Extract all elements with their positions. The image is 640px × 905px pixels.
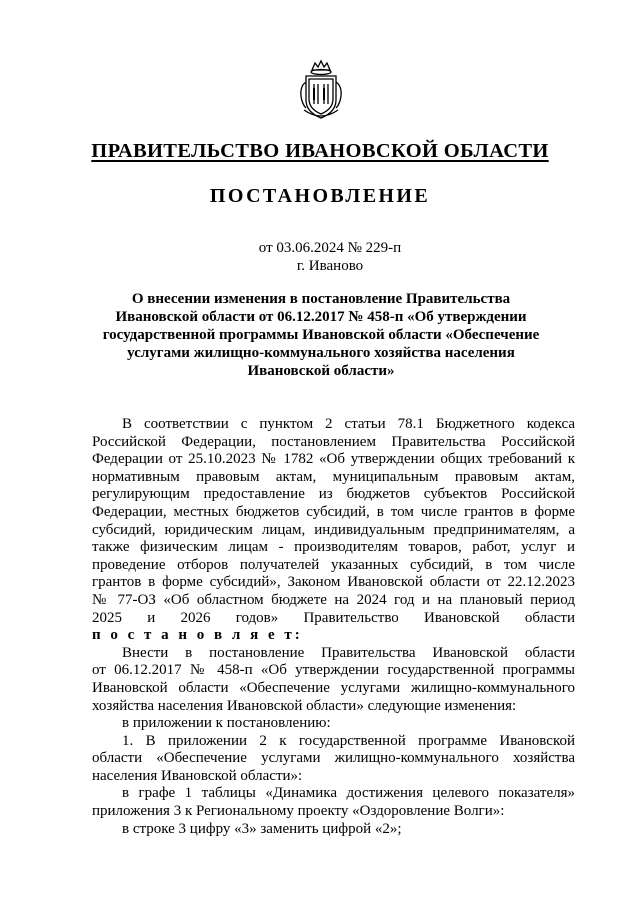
body-line: В соответствии с пунктом 2 статьи 78.1 Бюджетного кодекса: [122, 416, 575, 432]
subject-line: Ивановской области от 06.12.2017 № 458-п «Об утверждении: [115, 309, 527, 325]
government-title: ПРАВИТЕЛЬСТВО ИВАНОВСКОЙ ОБЛАСТИ: [91, 140, 549, 162]
body-line: проведение отборов получателей указанных субсидий, в том числе: [92, 556, 575, 573]
document-body: [92, 416, 575, 838]
coat-of-arms-icon: [298, 58, 344, 122]
subject-line: услугами жилищно-коммунального хозяйства населения: [127, 345, 515, 361]
body-line: субсидий, юридическим лицам, индивидуальным предпринимателям, а: [92, 521, 575, 538]
subject-line: О внесении изменения в постановление Правительства: [131, 291, 511, 307]
body-line: приложения 3 к Региональному проекту «Оздоровление Волги»:: [92, 803, 505, 820]
body-line: регулирующим предоставление из бюджетов субъектов Российской: [92, 486, 575, 503]
subject-line: государственной программы Ивановской области «Обеспечение: [102, 327, 540, 343]
body-line: Федерации от 25.10.2023 № 1782 «Об утверждении общих требований к: [92, 451, 575, 468]
body-line: Ивановской области «Обеспечение услугами жилищно-коммунального: [92, 679, 575, 696]
body-line: в графе 1 таблицы «Динамика достижения целевого показателя»: [122, 785, 575, 802]
body-line: от 06.12.2017 № 458-п «Об утверждении государственной программы: [92, 662, 575, 679]
body-line: хозяйства населения Ивановской области» следующие изменения:: [92, 697, 517, 714]
body-line: Российской Федерации, постановлением Правительства Российской: [92, 433, 575, 450]
document-type: ПОСТАНОВЛЕНИЕ: [209, 185, 431, 207]
body-line: Федерации, местных бюджетов субсидий, в том числе грантов в форме: [92, 503, 575, 520]
document-subject: [96, 290, 546, 380]
body-line: нормативным правовым актам, муниципальным правовым актам,: [92, 468, 575, 485]
body-line: в строке 3 цифру «3» заменить цифрой «2»;: [122, 820, 402, 837]
body-line: также физическим лицам - производителям товаров, работ, услуг и: [92, 539, 575, 556]
body-line: № 77-ОЗ «Об областном бюджете на 2024 год и на плановый период: [92, 591, 575, 608]
subject-line: Ивановской области»: [247, 363, 395, 379]
city: г. Иваново: [296, 258, 364, 274]
body-line: населения Ивановской области»:: [92, 767, 303, 784]
body-line: 2025 и 2026 годов» Правительство Ивановской области: [92, 609, 575, 626]
body-line: грантов в форме субсидий», Законом Ивановской области от 22.12.2023: [92, 574, 575, 591]
date-number: от 03.06.2024 № 229-п: [258, 240, 402, 256]
body-line: области «Обеспечение услугами жилищно-коммунального хозяйства: [92, 750, 575, 767]
body-line: Внести в постановление Правительства Ивановской области: [122, 644, 575, 661]
resolves-word: п о с т а н о в л я е т:: [92, 627, 303, 644]
body-line: 1. В приложении 2 к государственной программе Ивановской: [122, 732, 575, 749]
body-line: в приложении к постановлению:: [122, 715, 331, 732]
